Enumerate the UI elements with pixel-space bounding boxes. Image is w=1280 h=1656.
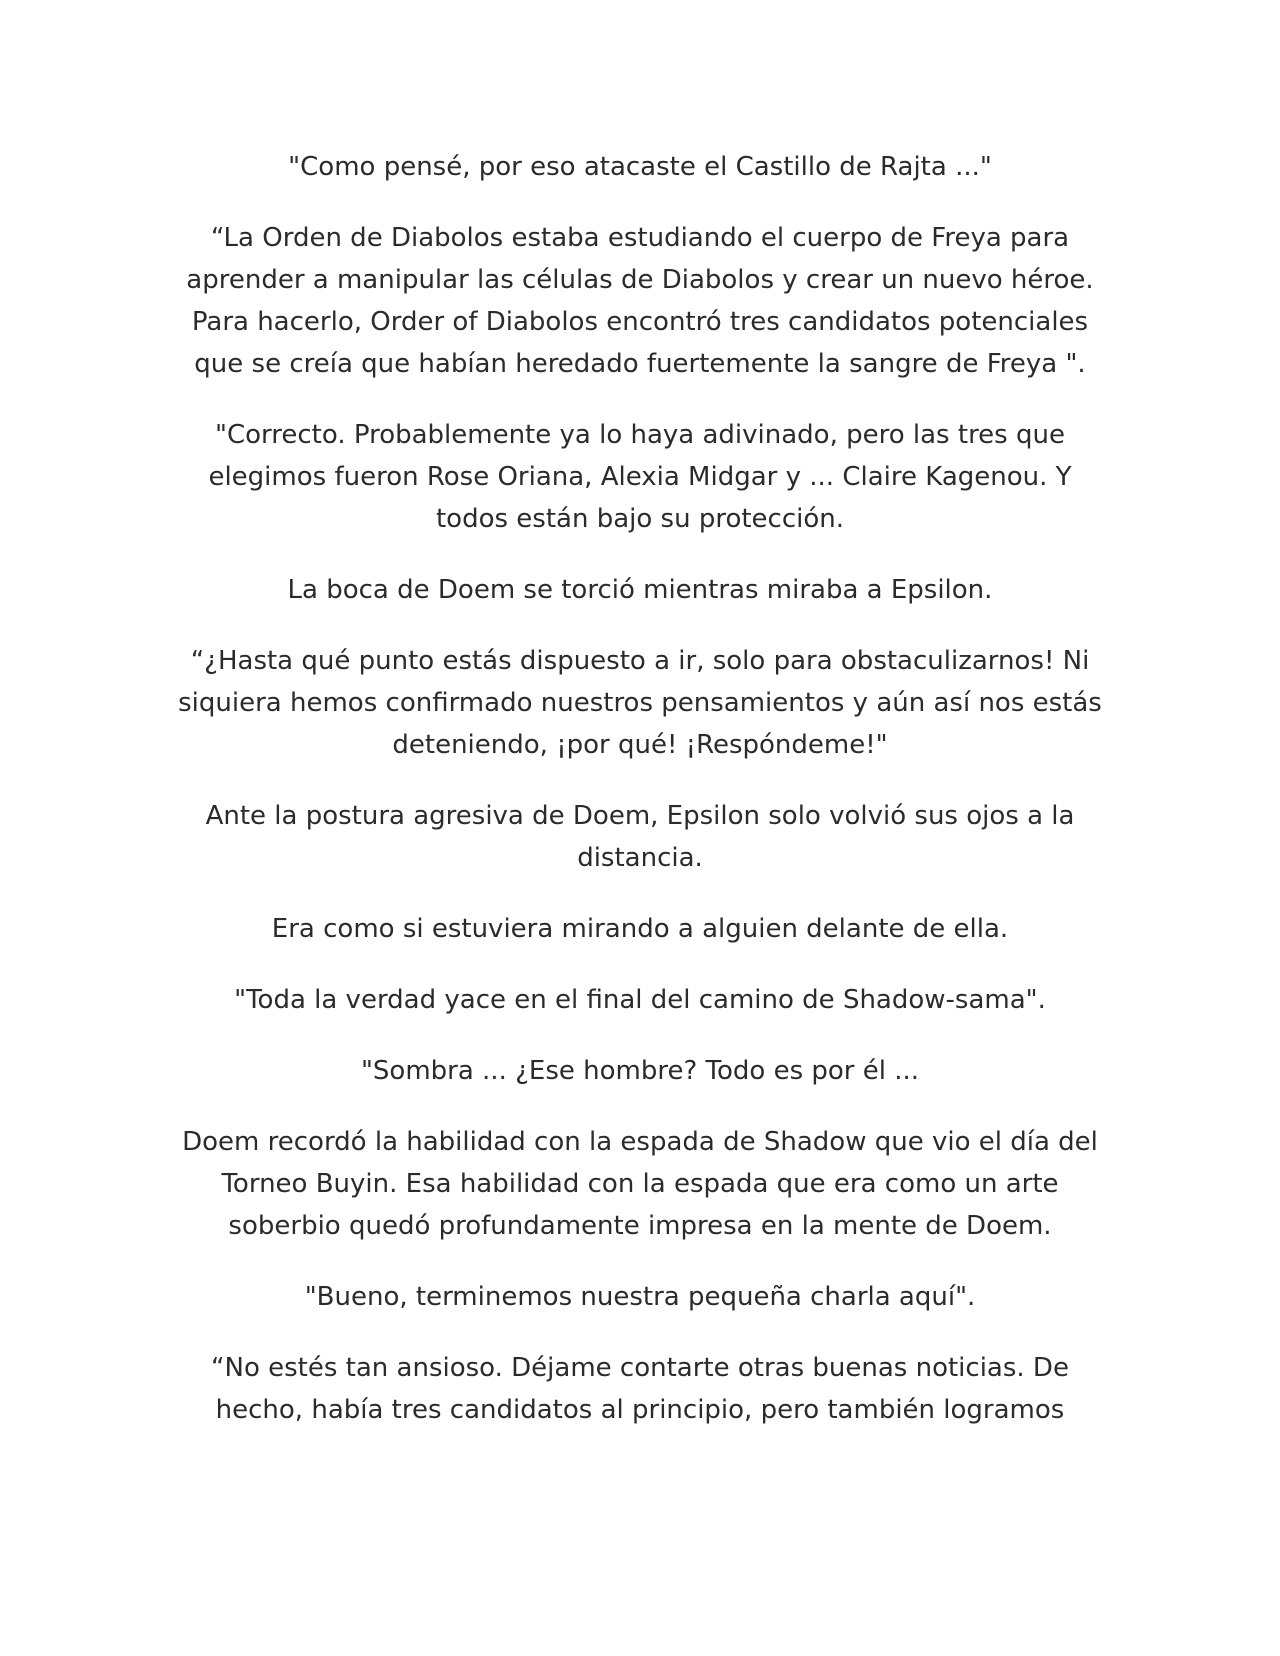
paragraph-8: "Toda la verdad yace en el final del camino de Shadow-sama".	[234, 985, 1046, 1015]
paragraph-10: Doem recordó la habilidad con la espada de Shadow que vio el día del Torneo Buyin. Esa habilidad con la espada que era como un arte soberbio quedó profundamente impresa en la mente de Doem.	[182, 1127, 1098, 1241]
paragraph-7: Era como si estuviera mirando a alguien delante de ella.	[271, 914, 1009, 944]
paragraph-4: La boca de Doem se torció mientras miraba a Epsilon.	[287, 575, 993, 605]
document-body	[178, 146, 1102, 1460]
paragraph-5: “¿Hasta qué punto estás dispuesto a ir, solo para obstaculizarnos! Ni siquiera hemos confirmado nuestros pensamientos y aún así nos estás deteniendo, ¡por qué! ¡Respóndeme!"	[178, 646, 1102, 760]
paragraph-6: Ante la postura agresiva de Doem, Epsilon solo volvió sus ojos a la distancia.	[205, 801, 1075, 873]
paragraph-2: “La Orden de Diabolos estaba estudiando el cuerpo de Freya para aprender a manipular las células de Diabolos y crear un nuevo héroe. Para hacerlo, Order of Diabolos encontró tres candidatos potenciales que se creía que habían heredado fuertemente la sangre de Freya ".	[186, 223, 1094, 379]
paragraph-3: "Correcto. Probablemente ya lo haya adivinado, pero las tres que elegimos fueron Rose Oriana, Alexia Midgar y ... Claire Kagenou. Y todos están bajo su protección.	[208, 420, 1072, 534]
paragraph-11: "Bueno, terminemos nuestra pequeña charla aquí".	[304, 1282, 976, 1312]
paragraph-9: "Sombra ... ¿Ese hombre? Todo es por él ...	[360, 1056, 920, 1086]
paragraph-1: "Como pensé, por eso atacaste el Castillo de Rajta ..."	[288, 152, 992, 182]
paragraph-12: “No estés tan ansioso. Déjame contarte otras buenas noticias. De hecho, había tres candidatos al principio, pero también logramos	[211, 1353, 1069, 1425]
